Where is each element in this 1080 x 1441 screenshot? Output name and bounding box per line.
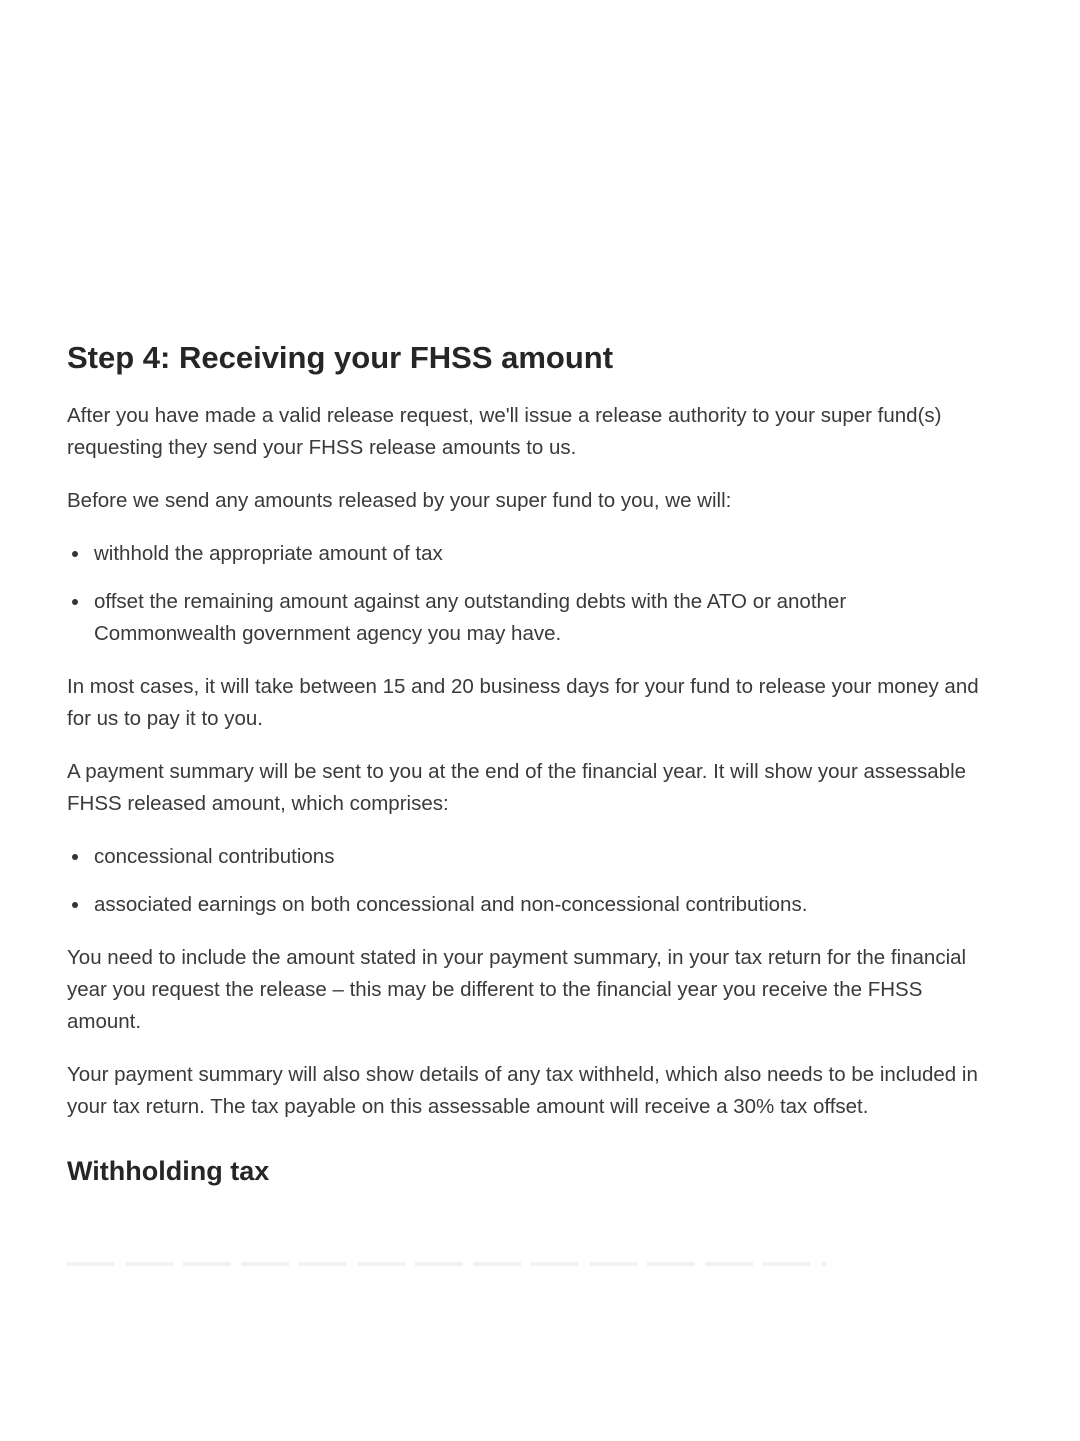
- list-item: [94, 538, 987, 570]
- paragraph-include-amount: You need to include the amount stated in your payment summary, in your tax return for the financial year you request the release – this may be different to the financial year you receive the FHSS amount.: [67, 946, 967, 1033]
- subsection-heading: Withholding tax: [67, 1156, 270, 1186]
- list-item: [94, 889, 987, 921]
- list-item: [94, 841, 987, 873]
- paragraph-processing-time: In most cases, it will take between 15 and 20 business days for your fund to release your money and for us to pay it to you.: [67, 675, 979, 730]
- list-item: [94, 586, 987, 650]
- bullet-icon: [72, 854, 78, 860]
- list-assessable-amount: [67, 841, 987, 921]
- list-item-text: withhold the appropriate amount of tax: [94, 542, 443, 565]
- article-content: [67, 336, 987, 1191]
- bullet-icon: [72, 599, 78, 605]
- paragraph-payment-summary: A payment summary will be sent to you at the end of the financial year. It will show your assessable FHSS released amount, which comprises:: [67, 760, 967, 815]
- cut-off-text-line: [67, 1262, 827, 1266]
- list-item-text: concessional contributions: [94, 845, 335, 868]
- paragraph-before-we-send: Before we send any amounts released by your super fund to you, we will:: [67, 489, 732, 512]
- list-before-send-actions: [67, 538, 987, 650]
- paragraph-release-authority: After you have made a valid release request, we'll issue a release authority to your super fund(s) requesting they send your FHSS release amounts to us.: [67, 404, 942, 459]
- paragraph-tax-withheld: Your payment summary will also show details of any tax withheld, which also needs to be included in your tax return. The tax payable on this assessable amount will receive a 30% tax offset.: [67, 1063, 978, 1118]
- list-item-text: offset the remaining amount against any outstanding debts with the ATO or another Commonwealth government agency you may have.: [94, 590, 847, 645]
- bullet-icon: [72, 902, 78, 908]
- list-item-text: associated earnings on both concessional and non-concessional contributions.: [94, 893, 808, 916]
- section-heading: Step 4: Receiving your FHSS amount: [67, 340, 614, 375]
- bullet-icon: [72, 551, 78, 557]
